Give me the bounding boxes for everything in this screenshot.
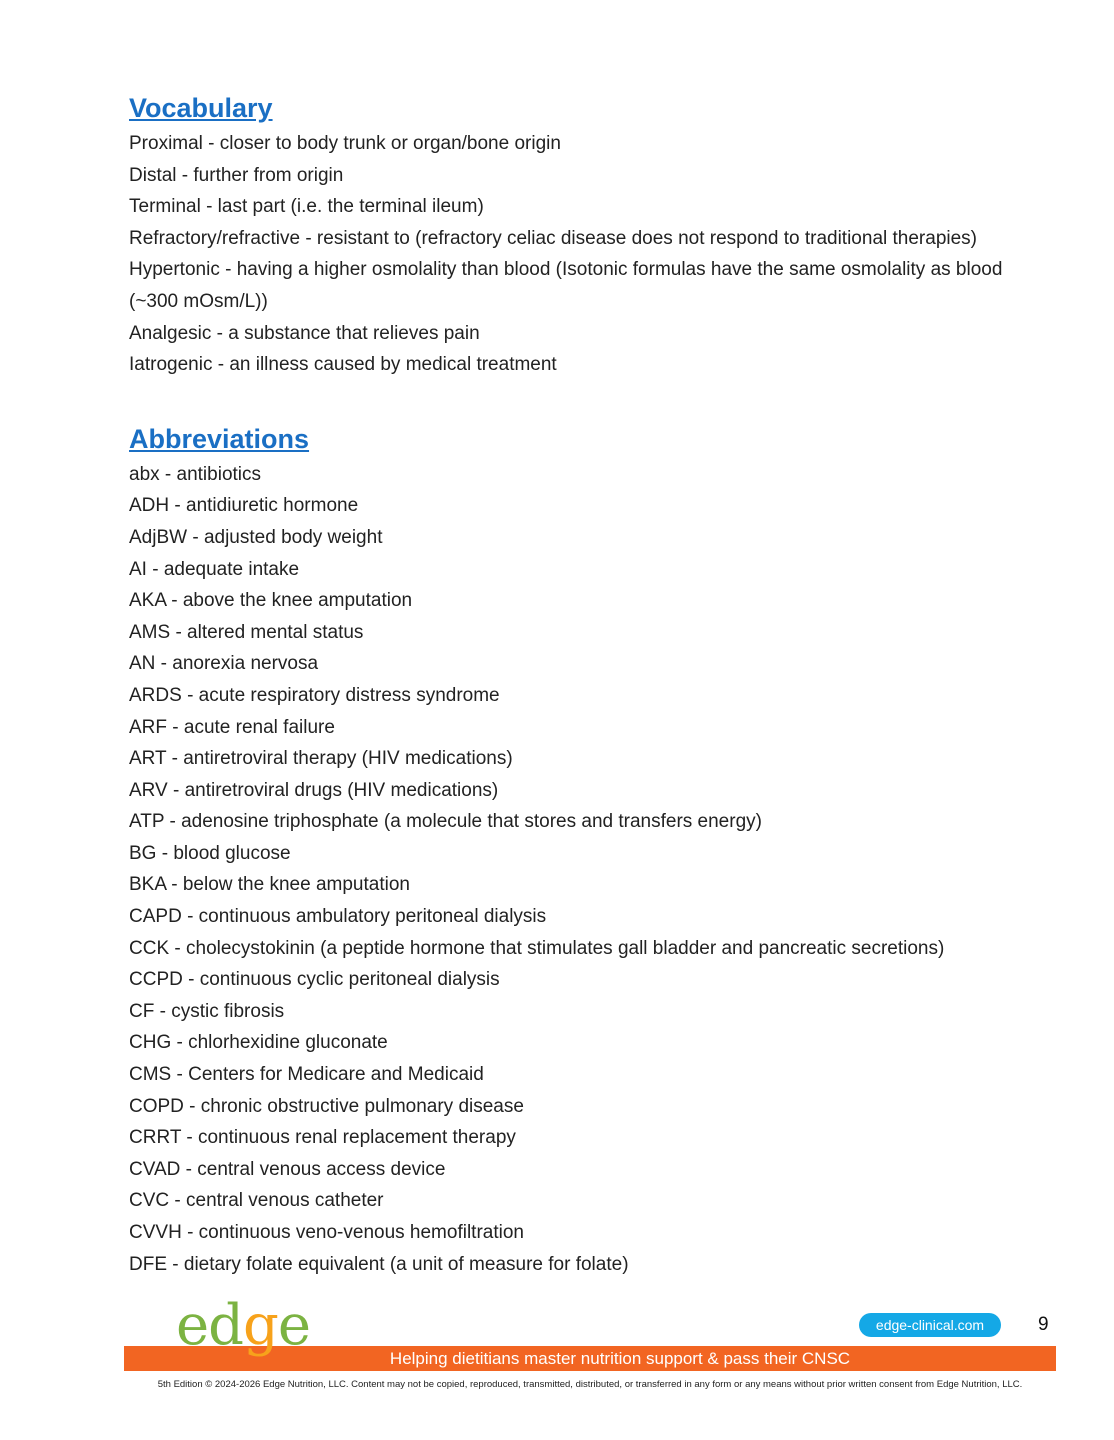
vocabulary-item: Analgesic - a substance that relieves pain (129, 322, 480, 344)
abbreviations-list (129, 459, 1049, 1280)
abbreviation-item: CF - cystic fibrosis (129, 1000, 285, 1022)
abbreviation-item: AI - adequate intake (129, 558, 300, 580)
tagline: Helping dietitians master nutrition support & pass their CNSC (389, 1349, 851, 1368)
copyright-notice: 5th Edition © 2024-2026 Edge Nutrition, LLC. Content may not be copied, reproduced, transmitted, distributed, or transferred in any form or any means without prior written consent from Edge Nutrition, LLC. (157, 1379, 1023, 1390)
abbreviation-item: DFE - dietary folate equivalent (a unit of measure for folate) (129, 1253, 629, 1275)
abbreviation-item: BG - blood glucose (129, 842, 291, 864)
abbreviation-item: ART - antiretroviral therapy (HIV medications) (129, 748, 513, 770)
abbreviation-item: ATP - adenosine triphosphate (a molecule that stores and transfers energy) (129, 811, 762, 833)
vocabulary-heading: Vocabulary (129, 93, 273, 123)
abbreviation-item: CVC - central venous catheter (129, 1190, 384, 1212)
abbreviation-item: CVAD - central venous access device (129, 1158, 446, 1180)
vocabulary-item: Refractory/refractive - resistant to (refractory celiac disease does not respond to traditional therapies) (129, 227, 977, 249)
vocabulary-item: Hypertonic - having a higher osmolality than blood (Isotonic formulas have the same osmolality as blood (~300 mOsm/L)) (129, 259, 1003, 312)
abbreviation-item: ARV - antiretroviral drugs (HIV medications) (129, 779, 499, 801)
abbreviations-heading: Abbreviations (129, 423, 310, 454)
footer (124, 1293, 1056, 1396)
abbreviation-item: abx - antibiotics (129, 463, 262, 485)
abbreviation-item: AMS - altered mental status (129, 621, 364, 643)
vocabulary-item: Iatrogenic - an illness caused by medical treatment (129, 354, 557, 376)
abbreviation-item: CMS - Centers for Medicare and Medicaid (129, 1064, 484, 1086)
abbreviation-item: AN - anorexia nervosa (129, 653, 319, 675)
abbreviation-item: CCK - cholecystokinin (a peptide hormone that stimulates gall bladder and pancreatic secretions) (129, 937, 945, 959)
page-content (129, 88, 1049, 1280)
website-link[interactable]: edge-clinical.com (859, 1313, 1001, 1337)
vocabulary-item: Distal - further from origin (129, 164, 344, 186)
abbreviation-item: ARF - acute renal failure (129, 716, 335, 738)
abbreviation-item: CCPD - continuous cyclic peritoneal dialysis (129, 969, 500, 991)
abbreviation-item: CRRT - continuous renal replacement therapy (129, 1127, 516, 1149)
edge-logo: edge (176, 1293, 310, 1358)
abbreviation-item: CHG - chlorhexidine gluconate (129, 1032, 388, 1054)
vocabulary-list (129, 128, 1049, 381)
page-number: 9 (1038, 1314, 1049, 1335)
abbreviation-item: COPD - chronic obstructive pulmonary disease (129, 1095, 524, 1117)
abbreviation-item: ADH - antidiuretic hormone (129, 495, 359, 517)
vocabulary-item: Proximal - closer to body trunk or organ/bone origin (129, 133, 561, 154)
abbreviation-item: ARDS - acute respiratory distress syndrome (129, 684, 500, 706)
abbreviation-item: CVVH - continuous veno-venous hemofiltration (129, 1222, 524, 1243)
vocabulary-item: Terminal - last part (i.e. the terminal ileum) (129, 196, 484, 218)
abbreviation-item: AKA - above the knee amputation (129, 590, 413, 612)
abbreviation-item: AdjBW - adjusted body weight (129, 526, 383, 548)
abbreviation-item: BKA - below the knee amputation (129, 874, 410, 896)
abbreviation-item: CAPD - continuous ambulatory peritoneal dialysis (129, 906, 547, 928)
